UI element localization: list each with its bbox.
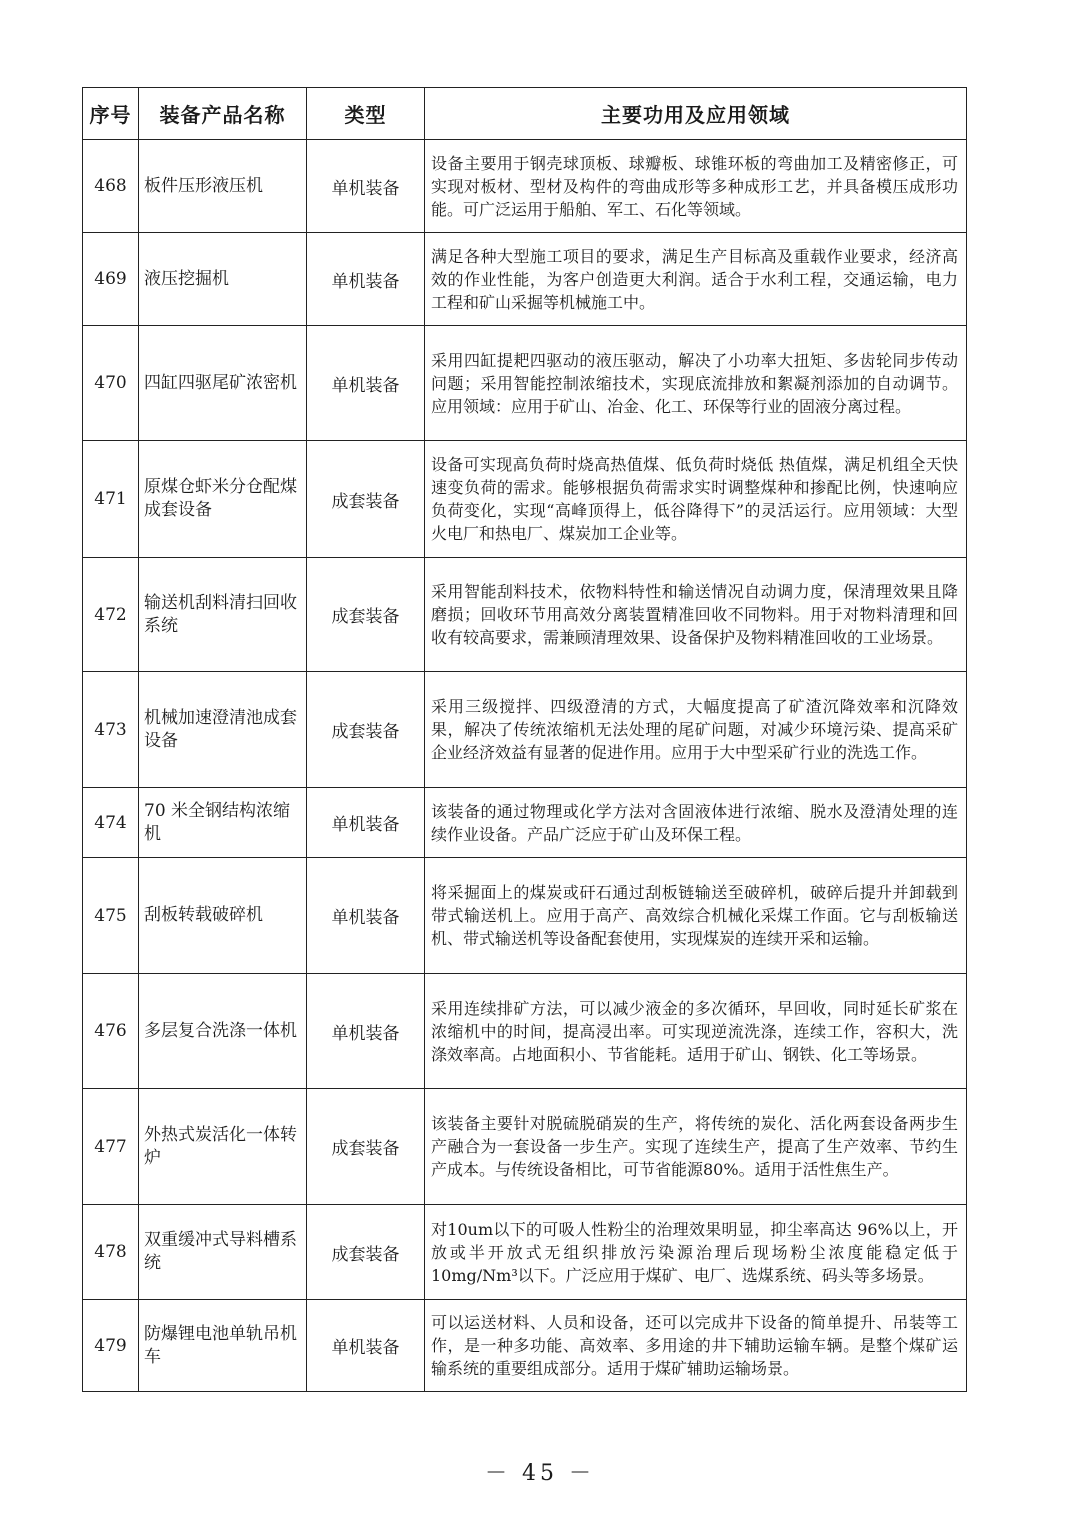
table-row bbox=[83, 558, 967, 672]
row-type: 单机装备 bbox=[307, 1300, 425, 1392]
row-serial-number: 479 bbox=[83, 1300, 139, 1392]
row-product-name: 机械加速澄清池成套设备 bbox=[139, 672, 307, 788]
row-product-name: 原煤仓虾米分仓配煤成套设备 bbox=[139, 441, 307, 558]
table-row bbox=[83, 1089, 967, 1205]
row-serial-number: 468 bbox=[83, 140, 139, 233]
row-serial-number: 477 bbox=[83, 1089, 139, 1205]
row-product-name: 刮板转载破碎机 bbox=[139, 858, 307, 974]
equipment-table bbox=[82, 87, 967, 1392]
row-serial-number: 471 bbox=[83, 441, 139, 558]
page-number: － 45 － bbox=[485, 1461, 595, 1486]
table-row bbox=[83, 974, 967, 1089]
row-type: 成套装备 bbox=[307, 558, 425, 672]
row-serial-number: 476 bbox=[83, 974, 139, 1089]
row-product-name: 70 米全钢结构浓缩机 bbox=[139, 788, 307, 858]
row-product-name: 板件压形液压机 bbox=[139, 140, 307, 233]
row-description: 采用四缸提耙四驱动的液压驱动，解决了小功率大扭矩、多齿轮同步传动问题；采用智能控制浓缩技术，实现底流排放和絮凝剂添加的自动调节。应用领域：应用于矿山、冶金、化工、环保等行业的固液分离过程。 bbox=[425, 326, 967, 441]
row-type: 成套装备 bbox=[307, 441, 425, 558]
row-serial-number: 474 bbox=[83, 788, 139, 858]
row-serial-number: 470 bbox=[83, 326, 139, 441]
table-row bbox=[83, 858, 967, 974]
row-description: 该装备主要针对脱硫脱硝炭的生产，将传统的炭化、活化两套设备两步生产融合为一套设备一步生产。实现了连续生产，提高了生产效率、节约生产成本。与传统设备相比，可节省能源80%。适用于活性焦生产。 bbox=[425, 1089, 967, 1205]
header-product-name: 装备产品名称 bbox=[139, 88, 307, 140]
table-row bbox=[83, 441, 967, 558]
table-row bbox=[83, 788, 967, 858]
table-row bbox=[83, 672, 967, 788]
row-description: 将采掘面上的煤炭或矸石通过刮板链输送至破碎机，破碎后提升并卸载到带式输送机上。应用于高产、高效综合机械化采煤工作面。它与刮板输送机、带式输送机等设备配套使用，实现煤炭的连续开采和运输。 bbox=[425, 858, 967, 974]
table-row bbox=[83, 1300, 967, 1392]
row-type: 单机装备 bbox=[307, 326, 425, 441]
row-type: 单机装备 bbox=[307, 233, 425, 326]
row-serial-number: 478 bbox=[83, 1205, 139, 1300]
table-row bbox=[83, 326, 967, 441]
row-type: 单机装备 bbox=[307, 140, 425, 233]
row-product-name: 输送机刮料清扫回收系统 bbox=[139, 558, 307, 672]
row-product-name: 液压挖掘机 bbox=[139, 233, 307, 326]
row-type: 单机装备 bbox=[307, 974, 425, 1089]
table-row bbox=[83, 140, 967, 233]
row-description: 可以运送材料、人员和设备，还可以完成井下设备的简单提升、吊装等工作，是一种多功能、高效率、多用途的井下辅助运输车辆。是整个煤矿运输系统的重要组成部分。适用于煤矿辅助运输场景。 bbox=[425, 1300, 967, 1392]
row-serial-number: 472 bbox=[83, 558, 139, 672]
row-description: 采用智能刮料技术，依物料特性和输送情况自动调力度，保清理效果且降磨损；回收环节用高效分离装置精准回收不同物料。用于对物料清理和回收有较高要求，需兼顾清理效果、设备保护及物料精准回收的工业场景。 bbox=[425, 558, 967, 672]
row-description: 该装备的通过物理或化学方法对含固液体进行浓缩、脱水及澄清处理的连续作业设备。产品广泛应于矿山及环保工程。 bbox=[425, 788, 967, 858]
row-description: 设备主要用于钢壳球顶板、球瓣板、球锥环板的弯曲加工及精密修正，可实现对板材、型材及构件的弯曲成形等多种成形工艺，并具备模压成形功能。可广泛运用于船舶、军工、石化等领域。 bbox=[425, 140, 967, 233]
table-row bbox=[83, 1205, 967, 1300]
row-serial-number: 469 bbox=[83, 233, 139, 326]
row-description: 设备可实现高负荷时烧高热值煤、低负荷时烧低 热值煤，满足机组全天快速变负荷的需求。能够根据负荷需求实时调整煤种和掺配比例，快速响应负荷变化，实现“高峰顶得上，低谷降得下”的灵活运行。应用领域：大型火电厂和热电厂、煤炭加工企业等。 bbox=[425, 441, 967, 558]
row-product-name: 双重缓冲式导料槽系统 bbox=[139, 1205, 307, 1300]
row-product-name: 多层复合洗涤一体机 bbox=[139, 974, 307, 1089]
row-description: 对10um以下的可吸人性粉尘的治理效果明显，抑尘率高达 96%以上，开放或半开放式无组织排放污染源治理后现场粉尘浓度能稳定低于10mg/Nm³以下。广泛应用于煤矿、电厂、选煤系统、码头等多场景。 bbox=[425, 1205, 967, 1300]
header-description: 主要功用及应用领域 bbox=[425, 88, 967, 140]
header-serial-number: 序号 bbox=[83, 88, 139, 140]
row-serial-number: 475 bbox=[83, 858, 139, 974]
header-type: 类型 bbox=[307, 88, 425, 140]
row-serial-number: 473 bbox=[83, 672, 139, 788]
row-product-name: 外热式炭活化一体转炉 bbox=[139, 1089, 307, 1205]
row-type: 单机装备 bbox=[307, 788, 425, 858]
table-header-row bbox=[83, 88, 967, 140]
row-type: 成套装备 bbox=[307, 672, 425, 788]
row-description: 采用三级搅拌、四级澄清的方式，大幅度提高了矿渣沉降效率和沉降效果，解决了传统浓缩机无法处理的尾矿问题，对减少环境污染、提高采矿企业经济效益有显著的促进作用。应用于大中型采矿行业的洗选工作。 bbox=[425, 672, 967, 788]
row-type: 成套装备 bbox=[307, 1205, 425, 1300]
row-type: 成套装备 bbox=[307, 1089, 425, 1205]
row-type: 单机装备 bbox=[307, 858, 425, 974]
table-row bbox=[83, 233, 967, 326]
row-description: 采用连续排矿方法，可以减少液金的多次循环，早回收，同时延长矿浆在浓缩机中的时间，提高浸出率。可实现逆流洗涤，连续工作，容积大，洗涤效率高。占地面积小、节省能耗。适用于矿山、钢铁、化工等场景。 bbox=[425, 974, 967, 1089]
row-product-name: 四缸四驱尾矿浓密机 bbox=[139, 326, 307, 441]
row-product-name: 防爆锂电池单轨吊机车 bbox=[139, 1300, 307, 1392]
row-description: 满足各种大型施工项目的要求，满足生产目标高及重载作业要求，经济高效的作业性能，为客户创造更大利润。适合于水利工程，交通运输，电力工程和矿山采掘等机械施工中。 bbox=[425, 233, 967, 326]
